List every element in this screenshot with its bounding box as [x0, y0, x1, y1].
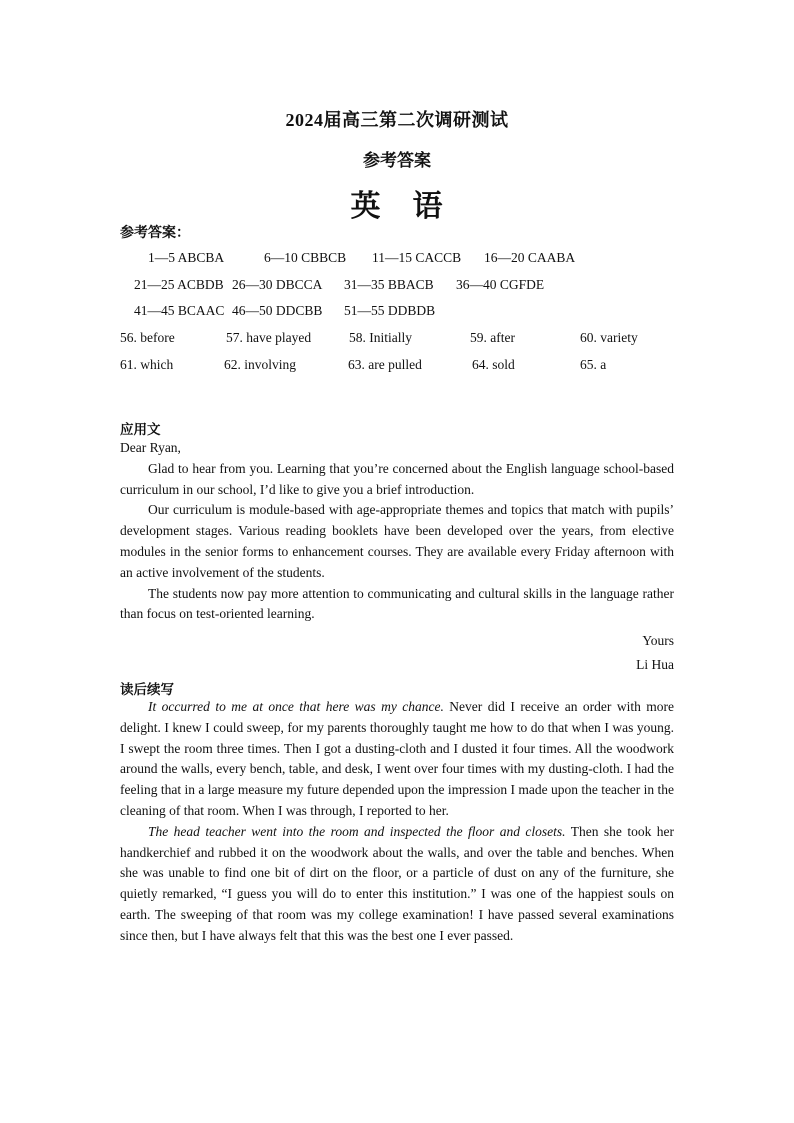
fill-answer: 61. which — [120, 357, 174, 372]
letter-closing: Yours — [642, 633, 674, 649]
fill-answer: 58. Initially — [349, 330, 412, 345]
fill-answer: 59. after — [470, 330, 515, 345]
mc-answer: 6—10 CBBCB — [264, 250, 347, 265]
mc-row-1 — [0, 250, 794, 268]
fill-row-2 — [120, 357, 680, 375]
fill-answer: 60. variety — [580, 330, 638, 345]
mc-row-3 — [0, 303, 794, 321]
letter-paragraph: Glad to hear from you. Learning that you’re concerned about the English language school-based curriculum in our school, I’d like to give you a brief introduction. — [120, 460, 674, 497]
continuation-body — [120, 697, 674, 947]
mc-answer: 51—55 DDBDB — [344, 303, 436, 318]
letter-greeting: Dear Ryan, — [120, 440, 181, 455]
letter-paragraph: Our curriculum is module-based with age-appropriate themes and topics that match with pupils’ development stages. Various reading booklets have been developed over the years, from elective modules in the senior forms to enhancement courses. They are available every Friday afternoon with an active involvement of the students. — [120, 502, 674, 580]
paragraph-text: Then she took her handkerchief and rubbed it on the woodwork about the walls, and over the table and benches. When she was unable to find one bit of dirt on the floor, or a particle of dust on any of the furniture, she quietly remarked, “I guess you will do to enter this institution.” I was one of the happiest souls on earth. The sweeping of that room was my college examination! I have passed several examinations since then, but I have always felt that this was the best one I ever passed. — [120, 823, 674, 943]
letter-signature: Li Hua — [636, 657, 674, 673]
continuation-paragraph-2 — [120, 822, 674, 947]
letter-paragraph: The students now pay more attention to communicating and cultural skills in the language rather than focus on test-oriented learning. — [120, 585, 674, 622]
mc-answer: 16—20 CAABA — [484, 250, 576, 265]
mc-answer: 46—50 DDCBB — [232, 303, 323, 318]
mc-answer: 41—45 BCAAC — [134, 303, 225, 318]
fill-answer: 62. involving — [224, 357, 297, 372]
subject-title: 英 语 — [350, 190, 444, 223]
mc-row-2 — [0, 277, 794, 295]
mc-answer: 36—40 CGFDE — [456, 277, 545, 292]
given-opening-sentence: It occurred to me at once that here was my chance. — [148, 699, 444, 714]
fill-answer: 64. sold — [472, 357, 515, 372]
mc-answer: 31—35 BBACB — [344, 277, 434, 292]
mc-answer: 21—25 ACBDB — [134, 277, 224, 292]
fill-answer: 56. before — [120, 330, 175, 345]
answers-label: 参考答案： — [120, 226, 190, 241]
answer-key-heading: 参考答案 — [363, 151, 431, 170]
fill-answer: 65. a — [580, 357, 607, 372]
given-opening-sentence: The head teacher went into the room and inspected the floor and closets. — [148, 823, 566, 839]
paragraph-text: Never did I receive an order with more delight. I knew I could sweep, for my parents thoroughly taught me how to do that when I was young. I swept the room three times. Then I got a dusting-cloth and I dusted it four times. All the woodwork around the walls, every bench, table, and desk, I went over four times with my dusting-cloth. I had the feeling that in a large measure my future depended upon the impression I made upon the teacher in the cleaning of that room. When I was through, I reported to her. — [120, 699, 674, 818]
fill-answer: 57. have played — [226, 330, 312, 345]
continuation-paragraph-1 — [120, 697, 674, 822]
fill-answer: 63. are pulled — [348, 357, 422, 372]
continuation-label: 读后续写 — [120, 682, 174, 697]
mc-answer: 1—5 ABCBA — [148, 250, 225, 265]
mc-answer: 11—15 CACCB — [372, 250, 462, 265]
mc-answer: 26—30 DBCCA — [232, 277, 323, 292]
letter-body — [120, 438, 674, 677]
exam-title: 2024届高三第二次调研测试 — [285, 110, 509, 130]
fill-row-1 — [120, 330, 680, 348]
letter-label: 应用文 — [120, 422, 161, 437]
